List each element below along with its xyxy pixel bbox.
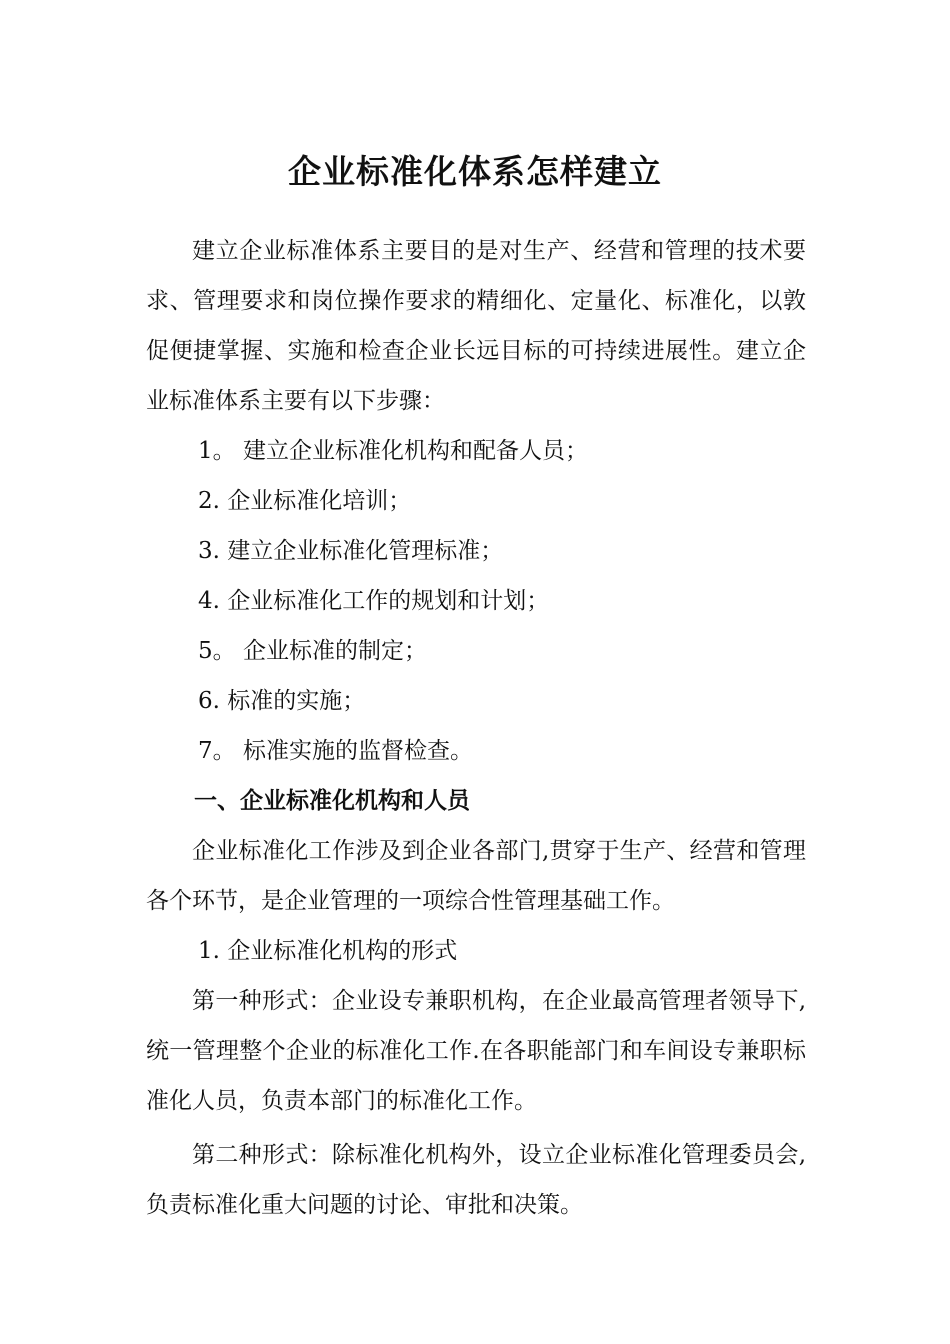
step-item-2: 2. 企业标准化培训；: [198, 488, 412, 514]
form1-paragraph: 第一种形式：企业设专兼职机构，在企业最高管理者领导下,统一管理整个企业的标准化工作.在各职能部门和车间设专兼职标准化人员，负责本部门的标准化工作。: [146, 988, 806, 1114]
form2-paragraph: 第二种形式：除标准化机构外，设立企业标准化管理委员会,负责标准化重大问题的讨论、审批和决策。: [146, 1142, 806, 1218]
section-heading-1: 一、企业标准化机构和人员: [194, 788, 470, 814]
document-body: [146, 226, 806, 1230]
section1-paragraph: 企业标准化工作涉及到企业各部门,贯穿于生产、经营和管理各个环节，是企业管理的一项综合性管理基础工作。: [146, 838, 806, 914]
page-title: 企业标准化体系怎样建立: [288, 152, 662, 192]
intro-paragraph: 建立企业标准体系主要目的是对生产、经营和管理的技术要求、管理要求和岗位操作要求的精细化、定量化、标准化，以敦促便捷掌握、实施和检查企业长远目标的可持续进展性。建立企业标准体系主要有以下步骤：: [146, 238, 806, 414]
step-item-5: 5。 企业标准的制定；: [198, 638, 427, 664]
step-item-1: 1。 建立企业标准化机构和配备人员；: [198, 438, 588, 464]
step-item-6: 6. 标准的实施；: [198, 688, 366, 714]
step-item-4: 4. 企业标准化工作的规划和计划；: [198, 588, 550, 614]
subsection-heading-1: 1. 企业标准化机构的形式: [198, 938, 458, 964]
step-item-7: 7。 标准实施的监督检查。: [198, 738, 473, 764]
steps-list: [146, 426, 806, 776]
step-item-3: 3. 建立企业标准化管理标准；: [198, 538, 504, 564]
